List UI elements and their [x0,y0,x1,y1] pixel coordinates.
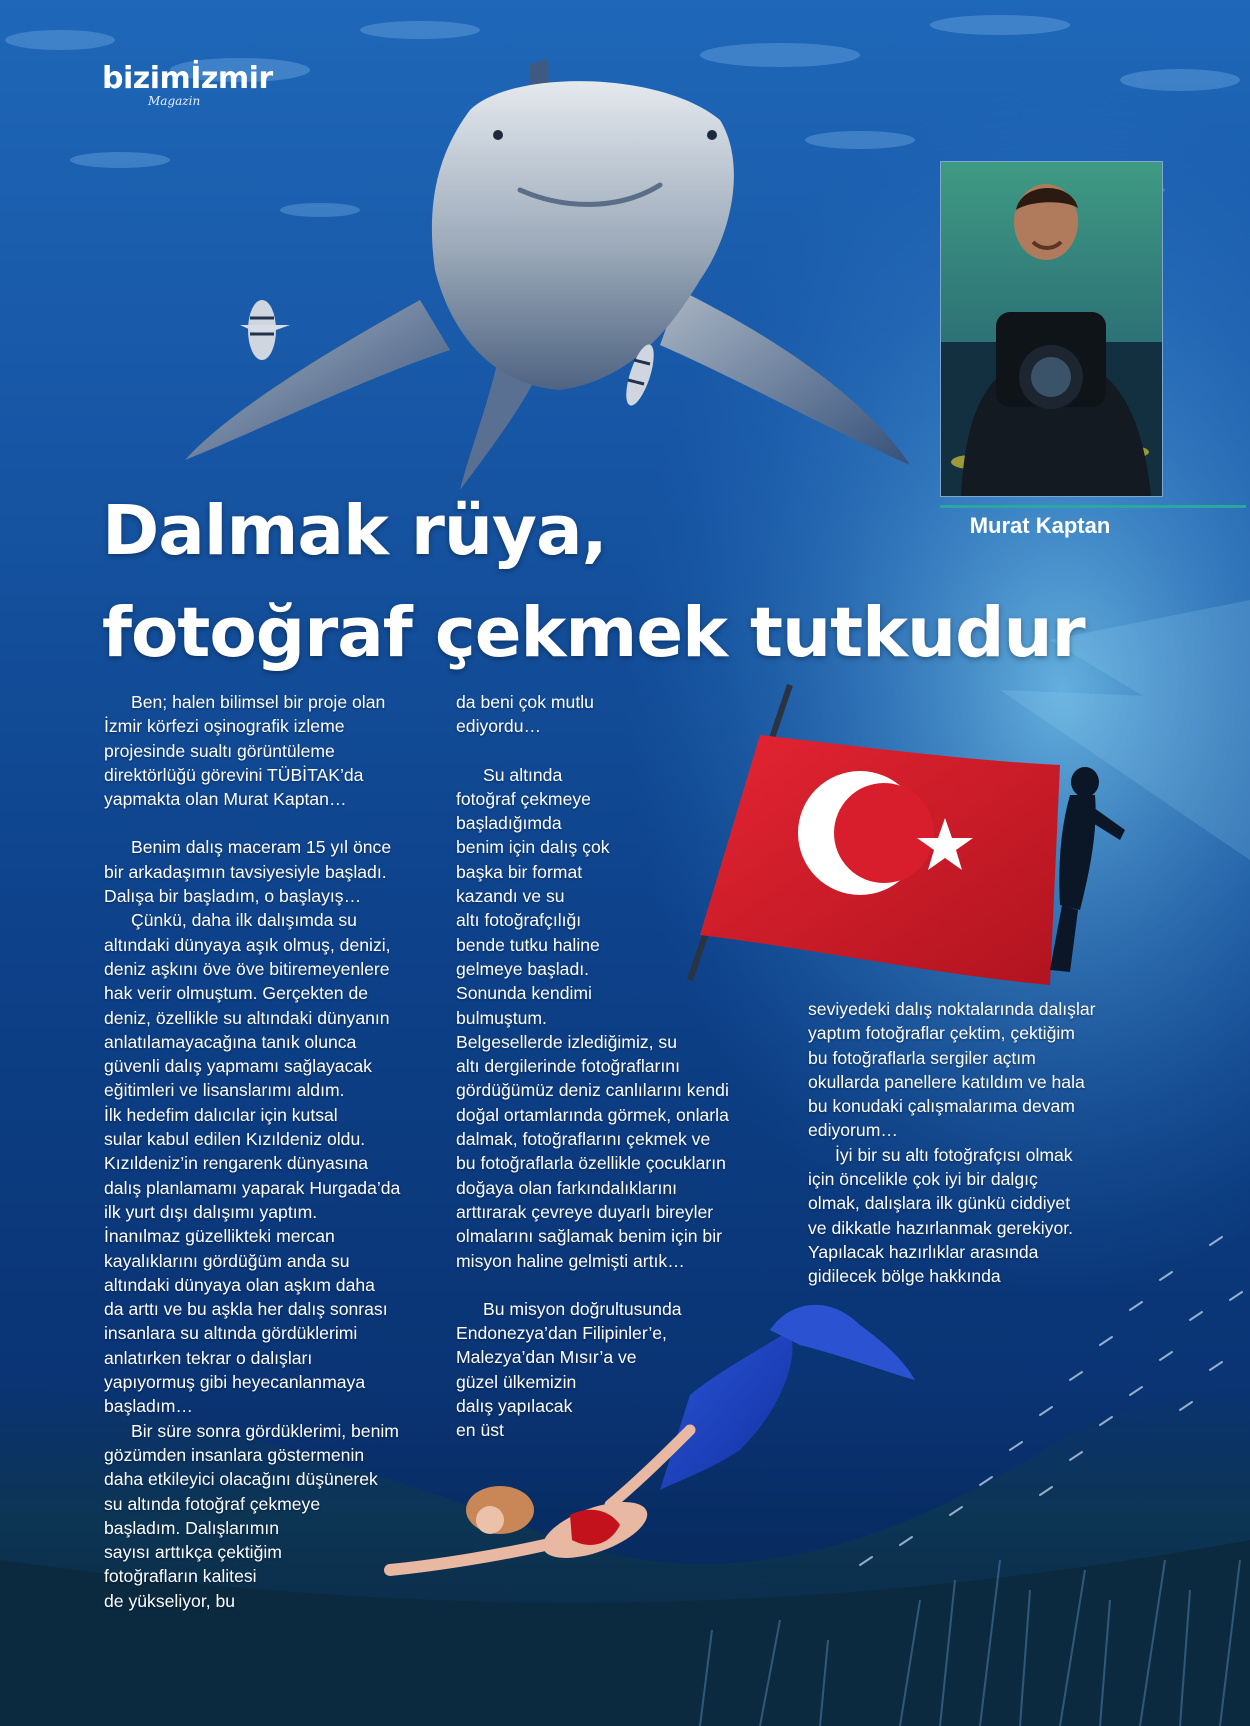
paragraph: Çünkü, daha ilk dalışımda su altındaki dünyaya aşık olmuş, denizi, deniz aşkını öve öve bitiremeyenlere hak verir olmuştum. Gerçekten de deniz, özellikle su altındaki dünyanın anlatılamayacağına tanık olunca güvenli dalış yapmamı sağlayacak eğitimleri ve lisanslarımı aldım. İlk hedefim dalıcılar için kutsal sular kabul edilen Kızıldeniz oldu. Kızıldeniz’in rengarenk dünyasına dalış planlamamı yaparak Hurgada’da ilk yurt dışı dalışımı yaptım. İnanılmaz güzellikteki mercan kayalıklarını gördüğüm anda su altındaki dünyaya olan aşkım daha da arttı ve bu aşkla her dalış sonrası insanlara su altında gördüklerimi anlatırken tekrar o dalışları yapıyormuş gibi heyecanlanmaya başladım… [104,910,401,1417]
paragraph: Su altında fotoğraf çekmeye başladığımda benim için dalış çok başka bir format kazandı ve su altı fotoğrafçılığı bende tutku haline gelmeye başladı. Sonunda kendimi bulmuştum. Belgesellerde izlediğimiz, su altı dergilerinde fotoğraflarını gördüğümüz deniz canlılarını kendi doğal ortamlarında görmek, onlarla dalmak, fotoğraflarını çekmek ve bu fotoğraflarla özellikle çocukların doğaya olan farkındalıklarını arttırarak çevreye duyarlı bireyler olmalarını sağlamak benim için bir misyon haline gelmişti artık… [456,764,729,1271]
paragraph: Benim dalış maceram 15 yıl önce bir arkadaşımın tavsiyesiyle başladı. Dalışa bir başladım, o başlayış… [104,837,392,907]
article-column-3 [808,997,1168,1289]
headline-line-2: fotoğraf çekmek tutkudur [102,593,1085,673]
article-column-1 [104,690,444,1613]
paragraph: da beni çok mutlu ediyordu… [456,692,594,737]
paragraph: Ben; halen bilimsel bir proje olan İzmir körfezi oşinografik izleme projesinde sualtı görüntüleme direktörlüğü görevini TÜBİTAK’da yapmakta olan Murat Kaptan… [104,692,386,810]
paragraph: İyi bir su altı fotoğrafçısı olmak için öncelikle çok iyi bir dalgıç olmak, dalışlara ilk günkü ciddiyet ve dikkatle hazırlanmak gerekiyor. Yapılacak hazırlıklar arasında gidilecek bölge hakkında [808,1144,1074,1287]
magazine-logo [102,62,273,108]
article-headline [102,480,1182,684]
paragraph: Bir süre sonra gördüklerimi, benim gözümden insanlara göstermenin daha etkileyici olacağını düşünerek su altında fotoğraf çekmeye başladım. Dalışlarımın sayısı arttıkça çektiğim fotoğrafların kalitesi de yükseliyor, bu [104,1420,399,1611]
logo-wordmark: bizimİzmir [102,61,273,96]
photo-caption: Murat Kaptan [969,513,1111,538]
headline-line-1: Dalmak rüya, [102,491,607,571]
paragraph: Bu misyon doğrultusunda Endonezya’dan Filipinler’e, Malezya’dan Mısır’a ve güzel ülkemizin dalış yapılacak en üst [456,1298,682,1441]
article-column-2 [456,690,776,1443]
diver-portrait-photo [940,161,1163,497]
logo-subtitle: Magazin [148,94,201,108]
paragraph: seviyedeki dalış noktalarında dalışlar yaptım fotoğraflar çektim, çektiğim bu fotoğraflarla sergiler açtım okullarda panellere katıldım ve hala bu konudaki çalışmalarıma devam ediyorum… [808,999,1096,1141]
